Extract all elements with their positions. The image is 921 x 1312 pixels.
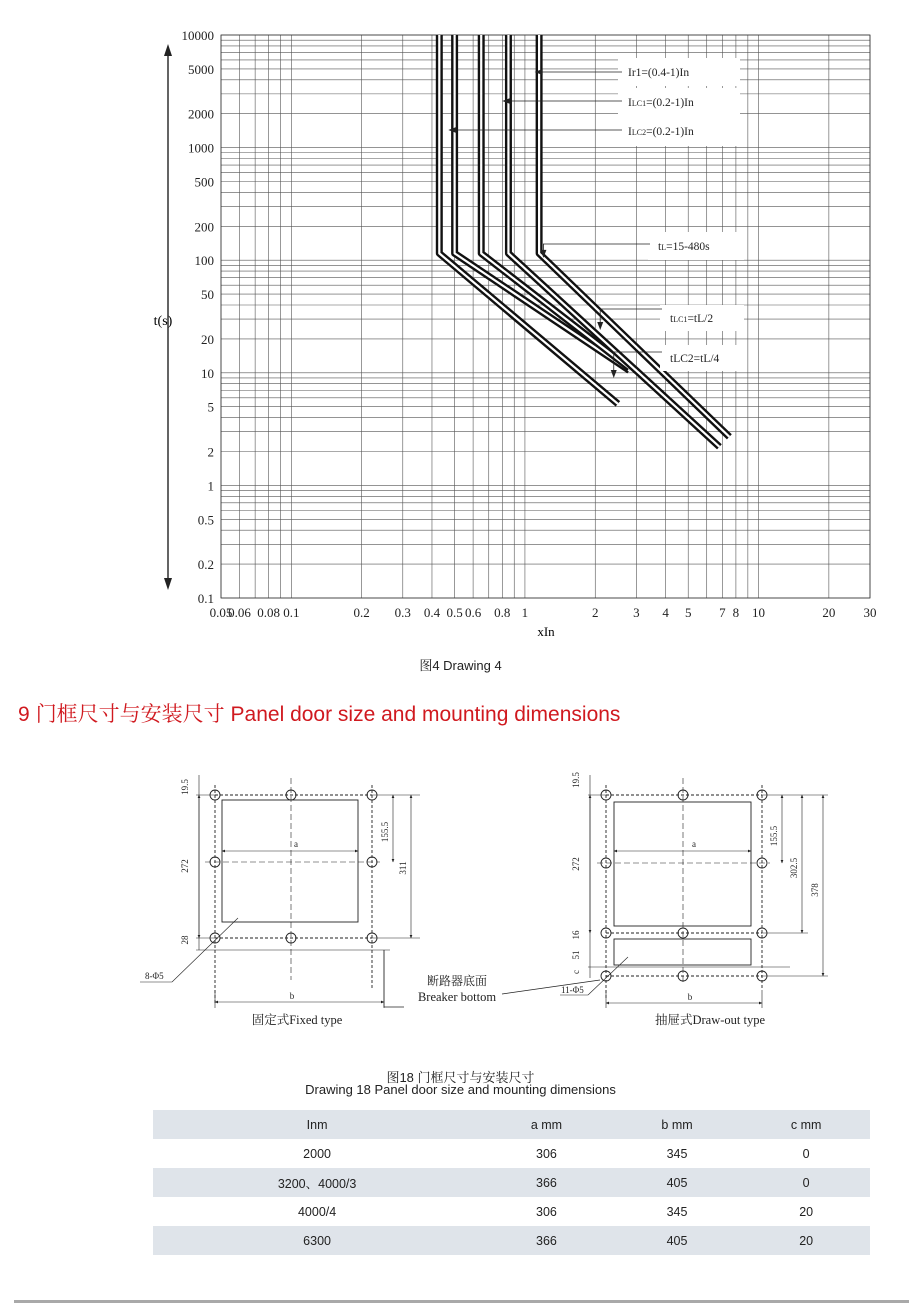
annotation-sub: LC1 <box>673 315 688 324</box>
table-cell: 366 <box>481 1168 612 1197</box>
y-tick-label: 0.5 <box>197 512 214 528</box>
drawout-dim-16: 16 <box>571 930 581 940</box>
drawing18-caption-zh: 图18 门框尺寸与安装尺寸 <box>386 1070 535 1085</box>
table-row <box>153 1139 870 1168</box>
x-tick-label: 2 <box>592 605 599 620</box>
annotation-main: I <box>628 126 632 138</box>
x-tick-label: 8 <box>732 605 740 620</box>
x-tick-label: 0.06 <box>228 605 251 620</box>
x-tick-label: 4 <box>662 605 669 620</box>
footer-rule <box>14 1300 909 1303</box>
table-row <box>153 1197 870 1226</box>
x-tick-label: 0.4 <box>423 605 441 620</box>
annotation-text <box>628 97 694 109</box>
y-tick-label: 2 <box>207 444 214 460</box>
table-header-row <box>153 1110 870 1139</box>
table-cell: 405 <box>612 1168 743 1197</box>
y-tick-label: 50 <box>201 287 214 303</box>
annotation-text <box>658 241 710 253</box>
section-number: 9 <box>18 703 30 726</box>
drawout-dim-b: b <box>687 992 693 1002</box>
y-tick-label: 0.2 <box>197 557 214 573</box>
fixed-dim-19-5: 19.5 <box>180 779 190 795</box>
drawout-dim-272: 272 <box>571 857 581 871</box>
chart-tick-labels <box>182 28 877 620</box>
y-tick-label: 100 <box>194 253 214 269</box>
drawout-type-drawing <box>560 775 828 1008</box>
annotation-4 <box>540 232 744 260</box>
x-tick-label: 30 <box>863 605 877 620</box>
y-tick-label: 200 <box>194 219 214 235</box>
annotation-main: t <box>658 241 662 253</box>
annotation-main: Ir1=(0.4-1)In <box>628 67 690 79</box>
fixed-dim-155-5: 155.5 <box>380 821 390 843</box>
y-axis-label: t(s) <box>153 314 173 329</box>
fixed-dim-b: b <box>289 991 295 1001</box>
y-tick-label: 20 <box>201 331 214 347</box>
annotation-main: tLC2=tL/4 <box>670 353 720 365</box>
table-cell: 6300 <box>153 1226 481 1255</box>
drawout-dim-378: 378 <box>810 883 820 897</box>
annotation-sub: L <box>661 243 667 252</box>
x-tick-label: 0.08 <box>257 605 281 620</box>
table-header: a mm <box>481 1110 612 1139</box>
section-heading <box>18 698 626 728</box>
dimension-table <box>153 1110 870 1255</box>
annotation-rest: =tL/2 <box>687 313 714 325</box>
table-header: c mm <box>742 1110 870 1139</box>
annotation-1 <box>535 58 740 86</box>
annotation-rest: =(0.2-1)In <box>646 126 694 138</box>
annotation-3 <box>448 116 740 146</box>
x-tick-label: 3 <box>633 605 640 620</box>
drawing4-caption: 图4 Drawing 4 <box>419 658 502 673</box>
annotation-arrowhead <box>611 370 617 378</box>
x-axis-label: xIn <box>537 624 555 639</box>
table-cell: 306 <box>536 1204 557 1219</box>
y-tick-label: 10000 <box>181 28 214 43</box>
x-tick-label: 0.05 <box>209 605 233 620</box>
table-cell: 306 <box>536 1146 557 1161</box>
annotation-rest: =(0.2-1)In <box>646 97 694 109</box>
table-header: Inm <box>153 1110 481 1139</box>
y-tick-label: 500 <box>194 174 214 190</box>
x-tick-label: 0.3 <box>394 605 411 620</box>
y-tick-label: 5000 <box>188 61 214 77</box>
table-cell: 405 <box>612 1226 743 1255</box>
drawout-dim-51: 51 <box>571 950 581 960</box>
fixed-type-caption: 固定式Fixed type <box>251 1013 343 1027</box>
x-tick-label: 5 <box>684 605 692 620</box>
x-tick-label: 0.8 <box>494 605 511 620</box>
fixed-dim-28: 28 <box>180 935 190 945</box>
y-tick-label: 10 <box>201 365 214 381</box>
annotation-text <box>628 126 694 138</box>
annotation-arrowhead <box>597 322 603 330</box>
x-tick-label: 10 <box>752 605 766 620</box>
annotation-text <box>670 313 713 325</box>
fixed-dim-272: 272 <box>180 859 190 873</box>
y-tick-label: 0.1 <box>197 591 214 606</box>
table-cell: 20 <box>799 1204 814 1219</box>
drawing18-caption-en: Drawing 18 Panel door size and mounting dimensions <box>305 1082 616 1097</box>
table-cell: 3200、4000/3 <box>153 1168 481 1197</box>
table-cell: 4000/4 <box>297 1204 337 1219</box>
panel-door-drawing <box>0 750 921 1050</box>
table-row <box>153 1226 870 1255</box>
annotation-main: t <box>670 313 674 325</box>
table-cell: 345 <box>666 1146 688 1161</box>
table-header: b mm <box>612 1110 743 1139</box>
drawout-dim-19-5: 19.5 <box>571 772 581 788</box>
y-tick-label: 5 <box>207 399 214 415</box>
section-title: 门框尺寸与安装尺寸 Panel door size and mounting dimensions <box>35 703 621 726</box>
annotation-main: I <box>628 97 632 109</box>
annotation-leader <box>543 244 650 252</box>
fixed-type-labels <box>145 779 408 1001</box>
fixed-dim-a: a <box>294 839 298 849</box>
x-tick-label: 0.1 <box>283 605 300 620</box>
x-tick-label: 20 <box>822 605 836 620</box>
table-cell: 0 <box>802 1146 810 1161</box>
annotation-rest: =15-480s <box>666 241 710 253</box>
table-row <box>153 1168 870 1197</box>
annotation-text <box>628 67 689 79</box>
y-tick-label: 2000 <box>188 106 214 122</box>
drawout-hole-label: 11-Φ5 <box>561 985 584 995</box>
drawout-dim-302-5: 302.5 <box>789 857 799 879</box>
x-tick-label: 0.6 <box>464 605 482 620</box>
x-tick-label: 0.5 <box>446 605 463 620</box>
x-tick-label: 7 <box>719 605 726 620</box>
drawout-dim-a: a <box>692 839 696 849</box>
breaker-bottom-en: Breaker bottom <box>417 990 497 1004</box>
drawout-dim-155-5: 155.5 <box>769 825 779 847</box>
annotation-sub: LC2 <box>631 128 647 137</box>
drawout-type-labels <box>561 772 820 1002</box>
table-cell: 20 <box>742 1226 870 1255</box>
table-cell: 345 <box>666 1204 688 1219</box>
breaker-bottom-zh: 断路器底面 <box>426 974 488 988</box>
x-tick-label: 0.2 <box>353 605 370 620</box>
annotation-sub: LC1 <box>631 99 647 108</box>
fixed-type-drawing <box>140 775 420 1008</box>
x-tick-label: 1 <box>521 605 529 620</box>
y-tick-label: 1 <box>207 478 214 494</box>
annotation-text <box>670 353 720 365</box>
fixed-dim-311: 311 <box>398 861 408 875</box>
drawout-type-caption: 抽屉式Draw-out type <box>654 1013 766 1027</box>
drawout-dim-c: c <box>571 970 581 974</box>
table-cell: 0 <box>742 1168 870 1197</box>
y-tick-label: 1000 <box>188 140 214 156</box>
time-current-chart <box>0 0 921 650</box>
table-cell: 2000 <box>303 1146 331 1161</box>
fixed-hole-label: 8-Φ5 <box>145 971 164 981</box>
table-cell: 366 <box>481 1226 612 1255</box>
